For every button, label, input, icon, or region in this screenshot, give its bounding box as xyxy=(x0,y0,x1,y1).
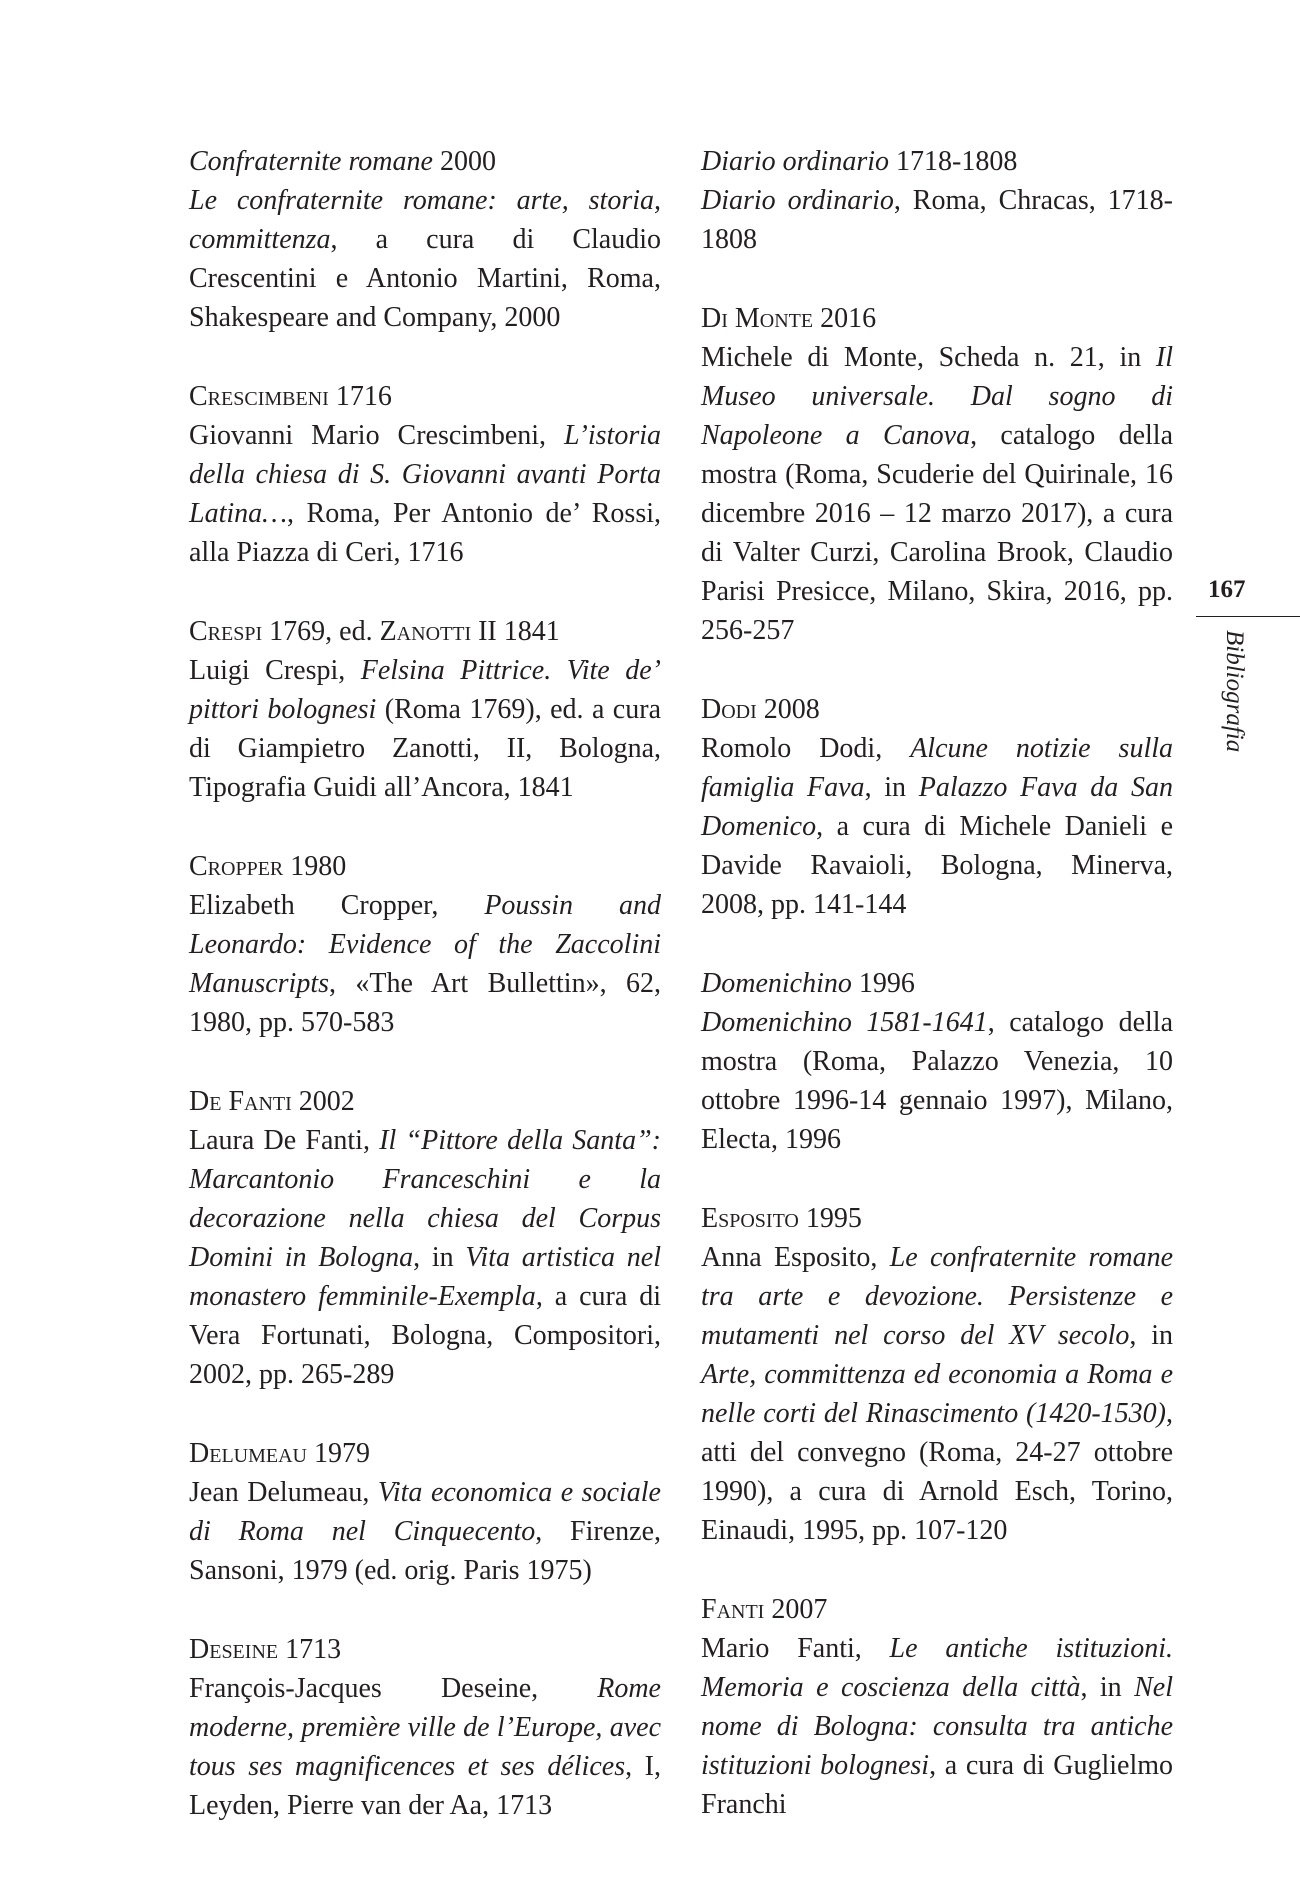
running-head: Bibliografia xyxy=(1221,630,1248,753)
text-run: (Roma 1769), ed. a cura di Giampietro Zanotti, II, Bologna, Tipografia Guidi all’Ancora, 1841 xyxy=(189,694,661,803)
bibliography-entry xyxy=(189,377,661,572)
entry-citation xyxy=(189,1121,661,1394)
bibliography-entry xyxy=(189,1082,661,1394)
author-name-smallcaps: Dodi xyxy=(701,694,757,725)
italic-text: Le confraternite romane: arte, storia, committenza xyxy=(189,185,661,255)
text-run: 2016 xyxy=(813,303,877,334)
entry-citation xyxy=(701,181,1173,259)
text-run: 1769, ed. xyxy=(262,616,380,647)
italic-text: Diario ordinario xyxy=(701,146,889,177)
entry-citation xyxy=(189,1669,661,1825)
entry-citation xyxy=(189,416,661,572)
italic-text: Nel nome di Bologna: consulta tra antiche istituzioni bolognesi xyxy=(701,1672,1174,1781)
italic-text: Le confraternite romane tra arte e devozione. Persistenze e mutamenti nel corso del XV secolo xyxy=(701,1242,1173,1351)
text-run: 1713 xyxy=(278,1634,342,1665)
italic-text: Vita economica e sociale di Roma nel Cinquecento xyxy=(189,1477,661,1547)
italic-text: Domenichino 1581-1641 xyxy=(701,1007,988,1038)
bibliography-left-column xyxy=(189,142,661,1865)
text-run: 2008 xyxy=(756,694,820,725)
text-run: , a cura di Michele Danieli e Davide Ravaioli, Bologna, Minerva, 2008, pp. 141-144 xyxy=(701,811,1173,920)
author-name-smallcaps: Crescimbeni xyxy=(189,381,329,412)
bibliography-entry xyxy=(189,847,661,1042)
entry-heading xyxy=(189,847,661,886)
text-run: , a cura di Vera Fortunati, Bologna, Compositori, 2002, pp. 265-289 xyxy=(189,1281,661,1390)
author-name-smallcaps: Zanotti xyxy=(379,616,472,647)
text-run: Luigi Crespi, xyxy=(189,655,361,686)
text-run: 1979 xyxy=(306,1438,370,1469)
entry-citation xyxy=(189,1473,661,1590)
author-name-smallcaps: Fanti xyxy=(701,1594,765,1625)
entry-heading xyxy=(701,299,1173,338)
page-number: 167 xyxy=(1208,576,1246,603)
italic-text: Vita artistica nel monastero femminile-Exempla xyxy=(189,1242,661,1312)
entry-heading xyxy=(701,1199,1173,1238)
text-run: Michele di Monte, Scheda n. 21, in xyxy=(701,342,1156,373)
entry-heading xyxy=(189,1082,661,1121)
text-run: , Firenze, Sansoni, 1979 (ed. orig. Paris 1975) xyxy=(189,1516,661,1586)
entry-heading xyxy=(189,142,661,181)
entry-citation xyxy=(701,729,1173,924)
text-run: Romolo Dodi, xyxy=(701,733,911,764)
text-run: Elizabeth Cropper, xyxy=(189,890,485,921)
text-run: Jean Delumeau, xyxy=(189,1477,378,1508)
entry-citation xyxy=(701,1238,1173,1550)
text-run: , a cura di Guglielmo Franchi xyxy=(701,1750,1174,1820)
italic-text: Rome moderne, première ville de l’Europe, avec tous ses magnificences et ses délices xyxy=(189,1673,661,1782)
text-run: , in xyxy=(1080,1672,1135,1703)
text-run: , in xyxy=(1129,1320,1173,1351)
text-run: , catalogo della mostra (Roma, Scuderie del Quirinale, 16 dicembre 2016 – 12 marzo 2017), a cura di Valter Curzi, Carolina Brook, Claudio Parisi Presicce, Milano, Skira, 2016, pp. 256-257 xyxy=(701,420,1173,646)
text-run: 2000 xyxy=(432,146,496,177)
entry-citation xyxy=(189,886,661,1042)
entry-citation xyxy=(701,1629,1173,1824)
text-run: , catalogo della mostra (Roma, Palazzo Venezia, 10 ottobre 1996-14 gennaio 1997), Milano, Electa, 1996 xyxy=(701,1007,1173,1155)
entry-heading xyxy=(701,1590,1173,1629)
text-run: François-Jacques Deseine, xyxy=(189,1673,598,1704)
bibliography-right-column xyxy=(701,142,1173,1864)
text-run: II 1841 xyxy=(471,616,560,647)
italic-text: Poussin and Leonardo: Evidence of the Zaccolini Manuscripts xyxy=(189,890,661,999)
author-name-smallcaps: Delumeau xyxy=(189,1438,307,1469)
text-run: , atti del convegno (Roma, 24-27 ottobre 1990), a cura di Arnold Esch, Torino, Einaudi, 1995, pp. 107-120 xyxy=(701,1398,1173,1546)
text-run: , in xyxy=(413,1242,466,1273)
author-name-smallcaps: Cropper xyxy=(189,851,284,882)
author-name-smallcaps: De Fanti xyxy=(189,1086,292,1117)
text-run: Anna Esposito, xyxy=(701,1242,890,1273)
margin-rule xyxy=(1196,616,1300,617)
italic-text: Confraternite romane xyxy=(189,146,433,177)
bibliography-entry xyxy=(189,1630,661,1825)
author-name-smallcaps: Di Monte xyxy=(701,303,814,334)
entry-citation xyxy=(701,1003,1173,1159)
text-run: Mario Fanti, xyxy=(701,1633,890,1664)
entry-heading xyxy=(701,142,1173,181)
entry-heading xyxy=(189,1434,661,1473)
author-name-smallcaps: Esposito xyxy=(701,1203,799,1234)
text-run: Laura De Fanti, xyxy=(189,1125,380,1156)
italic-text: Diario ordinario xyxy=(701,185,894,216)
entry-heading xyxy=(189,612,661,651)
text-run: , «The Art Bullettin», 62, 1980, pp. 570-583 xyxy=(189,968,661,1038)
text-run: 1716 xyxy=(328,381,392,412)
bibliography-entry xyxy=(701,299,1173,650)
entry-heading xyxy=(189,377,661,416)
italic-text: Il “Pittore della Santa”: Marcantonio Franceschini e la decorazione nella chiesa del Corpus Domini in Bologna xyxy=(189,1125,661,1273)
bibliography-entry xyxy=(701,1199,1173,1550)
text-run: 1996 xyxy=(851,968,915,999)
text-run: , Roma, Chracas, 1718-1808 xyxy=(701,185,1173,255)
bibliography-entry xyxy=(701,690,1173,924)
text-run: 2007 xyxy=(764,1594,828,1625)
text-run: , in xyxy=(864,772,919,803)
entry-citation xyxy=(189,181,661,337)
bibliography-entry xyxy=(701,1590,1173,1824)
text-run: 1995 xyxy=(798,1203,862,1234)
italic-text: Il Museo universale. Dal sogno di Napoleone a Canova xyxy=(701,342,1173,451)
entry-citation xyxy=(701,338,1173,650)
bibliography-entry xyxy=(701,142,1173,259)
entry-heading xyxy=(701,690,1173,729)
bibliography-entry xyxy=(189,612,661,807)
italic-text: L’istoria della chiesa di S. Giovanni avanti Porta Latina… xyxy=(189,420,661,529)
italic-text: Felsina Pittrice. Vite de’ pittori bolognesi xyxy=(189,655,661,725)
author-name-smallcaps: Deseine xyxy=(189,1634,279,1665)
bibliography-entry xyxy=(701,964,1173,1159)
italic-text: Arte, committenza ed economia a Roma e nelle corti del Rinascimento (1420-1530) xyxy=(701,1359,1173,1429)
author-name-smallcaps: Crespi xyxy=(189,616,263,647)
text-run: , a cura di Claudio Crescentini e Antonio Martini, Roma, Shakespeare and Company, 2000 xyxy=(189,224,661,333)
text-run: , I, Leyden, Pierre van der Aa, 1713 xyxy=(189,1751,661,1821)
italic-text: Le antiche istituzioni. Memoria e coscienza della città xyxy=(701,1633,1173,1703)
italic-text: Palazzo Fava da San Domenico xyxy=(701,772,1173,842)
text-run: , Roma, Per Antonio de’ Rossi, alla Piazza di Ceri, 1716 xyxy=(189,498,661,568)
text-run: Giovanni Mario Crescimbeni, xyxy=(189,420,564,451)
entry-citation xyxy=(189,651,661,807)
bibliography-entry xyxy=(189,142,661,337)
text-run: 2002 xyxy=(291,1086,355,1117)
entry-heading xyxy=(701,964,1173,1003)
bibliography-entry xyxy=(189,1434,661,1590)
italic-text: Domenichino xyxy=(701,968,852,999)
entry-heading xyxy=(189,1630,661,1669)
text-run: 1980 xyxy=(283,851,347,882)
text-run: 1718-1808 xyxy=(889,146,1018,177)
italic-text: Alcune notizie sulla famiglia Fava xyxy=(701,733,1173,803)
